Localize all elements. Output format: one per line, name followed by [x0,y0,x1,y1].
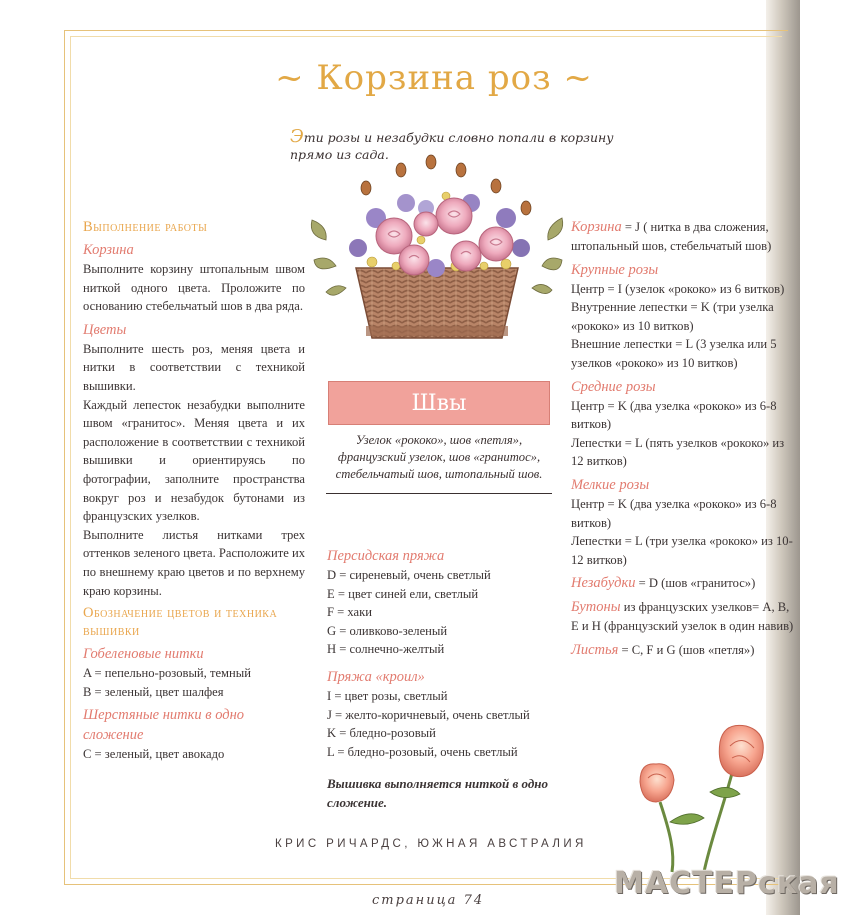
basket-legend-label: Корзина [571,219,622,235]
forget-me-nots-label: Незабудки [571,575,636,592]
basket-instructions: Выполните корзину штопальным швом ниткой одного цвета. Проложите по основанию стебельчатый шов в два ряда. [83,262,305,314]
page-title: ~ Корзина роз ~ [275,58,593,98]
wool-subheading: Шерстяные нитки в одно сложение [83,707,245,744]
persian-item: E = цвет синей ели, светлый [327,586,479,601]
large-roses-item: Внутренние лепестки = K (три узелка «рококо» из 10 витков) [571,300,774,333]
flowers-paragraph-1: Выполните шесть роз, меняя цвета и нитки в соответствии с техникой вышивки. [83,341,305,393]
medium-roses-item: Центр = K (два узелка «рококо» из 6-8 витков) [571,398,777,432]
flowers-paragraph-3: Выполните листья нитками трех оттенков зеленого цвета. Расположите их по внешнему краю цветов и по верхнему краю корзины. [83,527,305,598]
leaves-legend [571,640,799,660]
crewel-item: K = бледно-розовый [327,726,436,741]
stitches-list: Узелок «рококо», шов «петля», французский узелок, шов «гранитос», стебельчатый шов, штопальный шов. [326,426,552,494]
wool-item: C = зеленый, цвет авокадо [83,747,225,762]
basket-legend-text: = J ( нитка в два сложения, штопальный шов, стебельчатый шов) [571,220,772,253]
large-roses-subheading: Крупные розы [571,261,659,278]
buds-text: из французских узелков= A, B, E и H (французский узелок в один навив) [571,600,794,634]
flowers-subheading: Цветы [83,321,127,338]
site-watermark: МАСТЕРская [614,866,840,901]
forget-me-nots-text: = D (шов «гранитос») [638,576,756,591]
single-strand-note: Вышивка выполняется ниткой в одно сложение. [327,776,549,810]
tapestry-item: B = зеленый, цвет шалфея [83,684,224,699]
forget-me-nots-legend [571,573,799,593]
page-number: страница 74 [372,893,485,908]
leaves-label: Листья [571,641,619,658]
persian-yarn-subheading: Персидская пряжа [327,548,445,564]
basket-legend [571,217,799,256]
basket-subheading: Корзина [83,242,134,258]
small-roses-item: Центр = K (два узелка «рококо» из 6-8 витков) [571,496,777,530]
author-credit: КРИС РИЧАРДС, ЮЖНАЯ АВСТРАЛИЯ [275,838,587,850]
tapestry-subheading: Гобеленовые нитки [83,646,204,663]
crewel-item: L = бледно-розовый, очень светлый [327,744,518,759]
persian-item: G = оливково-зеленый [327,623,448,638]
crewel-yarn-subheading: Пряжа «кроил» [327,668,425,685]
colors-heading: Обозначение цветов и техника вышивки [83,605,278,640]
leaves-text: = C, F и G (шов «петля») [621,642,755,657]
medium-roses-subheading: Средние розы [571,378,656,395]
subtitle-drop-cap: Э [290,126,304,147]
decorative-roses-image [600,722,790,872]
buds-label: Бутоны [571,599,621,616]
subtitle-text: ти розы и незабудки словно попали в корзину прямо из сада. [290,130,614,162]
rose-basket-illustration [306,148,568,344]
tapestry-item: A = пепельно-розовый, темный [83,666,251,681]
small-roses-item: Лепестки = L (три узелка «рококо» из 10-12 витков) [571,534,793,567]
stitches-heading-box: Швы [328,381,550,425]
flowers-paragraph-2: Каждый лепесток незабудки выполните швом «гранитос». Меняя цвета и их расположение в соответствии с техникой вышивки и ориентируясь по фотографии, заполните пространства вокруг роз и незабудок бутонами из французских узелков. [83,397,305,524]
medium-roses-item: Лепестки = L (пять узелков «рококо» из 12 витков) [571,435,785,469]
crewel-item: J = желто-коричневый, очень светлый [327,707,530,722]
persian-item: D = сиреневый, очень светлый [327,568,491,582]
left-column [83,218,305,764]
crewel-item: I = цвет розы, светлый [327,688,448,703]
right-column [571,217,799,660]
large-roses-item: Центр = I (узелок «рококо» из 6 витков) [571,281,785,296]
middle-column [327,546,552,813]
buds-legend [571,597,799,636]
work-heading: Выполнение работы [83,219,208,235]
persian-item: H = солнечно-желтый [327,642,445,657]
small-roses-subheading: Мелкие розы [571,476,650,493]
persian-item: F = хаки [327,605,372,620]
large-roses-item: Внешние лепестки = L (3 узелка или 5 узелков «рококо» из 10 витков) [571,337,777,370]
